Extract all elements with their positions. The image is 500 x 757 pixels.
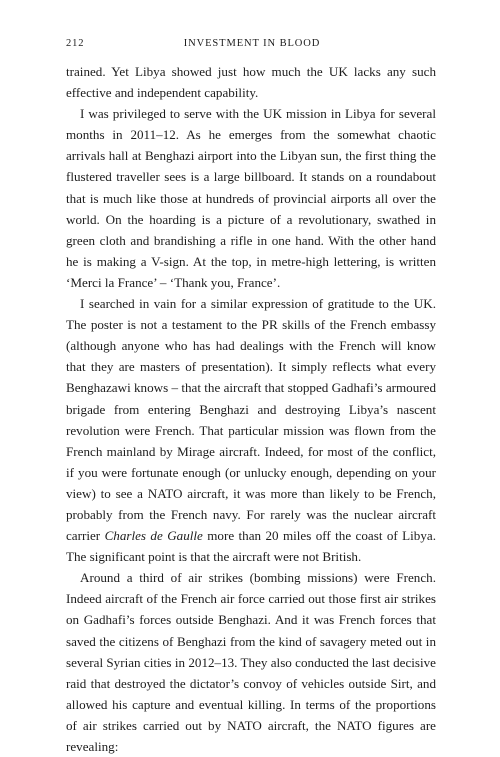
paragraph-french-aircraft [66,293,436,567]
paragraph-text-part: I searched in vain for a similar expression of gratitude to the UK. The poster is not a testament to the PR skills of the French embassy (although anyone who has had dealings with the French will know that they are masters of presentation). It simply reflects what every Benghazawi knows – that the aircraft that stopped Gadhafi’s armoured brigade from entering Benghazi and destroying Libya’s nascent revolution were French. That particular mission was flown from the French mainland by Mirage aircraft. Indeed, for most of the conflict, if you were fortunate enough (or unlucky enough, depending on your view) to see a NATO aircraft, it was more than likely to be French, probably from the French navy. For rarely was the nuclear aircraft carrier [66,296,436,544]
paragraph-continued: trained. Yet Libya showed just how much the UK lacks any such effective and independent capability. [66,64,436,101]
paragraph-benghazi-billboard: I was privileged to serve with the UK mission in Libya for several months in 2011–12. As he emerges from the somewhat chaotic arrivals hall at Benghazi airport into the Libyan sun, the first thing the flustered traveller sees is a large billboard. It stands on a roundabout that is much like those at hundreds of provincial airports all over the world. On the hoarding is a picture of a revolutionary, swathed in green cloth and brandishing a rifle in one hand. With the other hand he is making a V-sign. At the top, in metre-high lettering, is written ‘Merci la France’ – ‘Thank you, France’. [66,106,436,290]
running-title: INVESTMENT IN BLOOD [183,38,321,49]
paragraph-air-strikes: Around a third of air strikes (bombing missions) were French. Indeed aircraft of the French air force carried out those first air strikes on Gadhafi’s forces outside Benghazi. And it was French forces that saved the citizens of Benghazi from the kind of savagery meted out in several Syrian cities in 2012–13. They also conducted the last decisive raid that destroyed the dictator’s convoy of vehicles outside Sirt, and allowed his capture and eventual killing. In terms of the proportions of air strikes carried out by NATO aircraft, the NATO figures are revealing: [66,570,436,754]
running-head [66,37,438,51]
page-number: 212 [66,38,85,49]
ship-name: Charles de Gaulle [104,528,203,544]
paragraph-text-part: more than 20 miles off the coast of Libya. The significant point is that the aircraft were not British. [66,528,436,565]
body-text [66,61,436,757]
